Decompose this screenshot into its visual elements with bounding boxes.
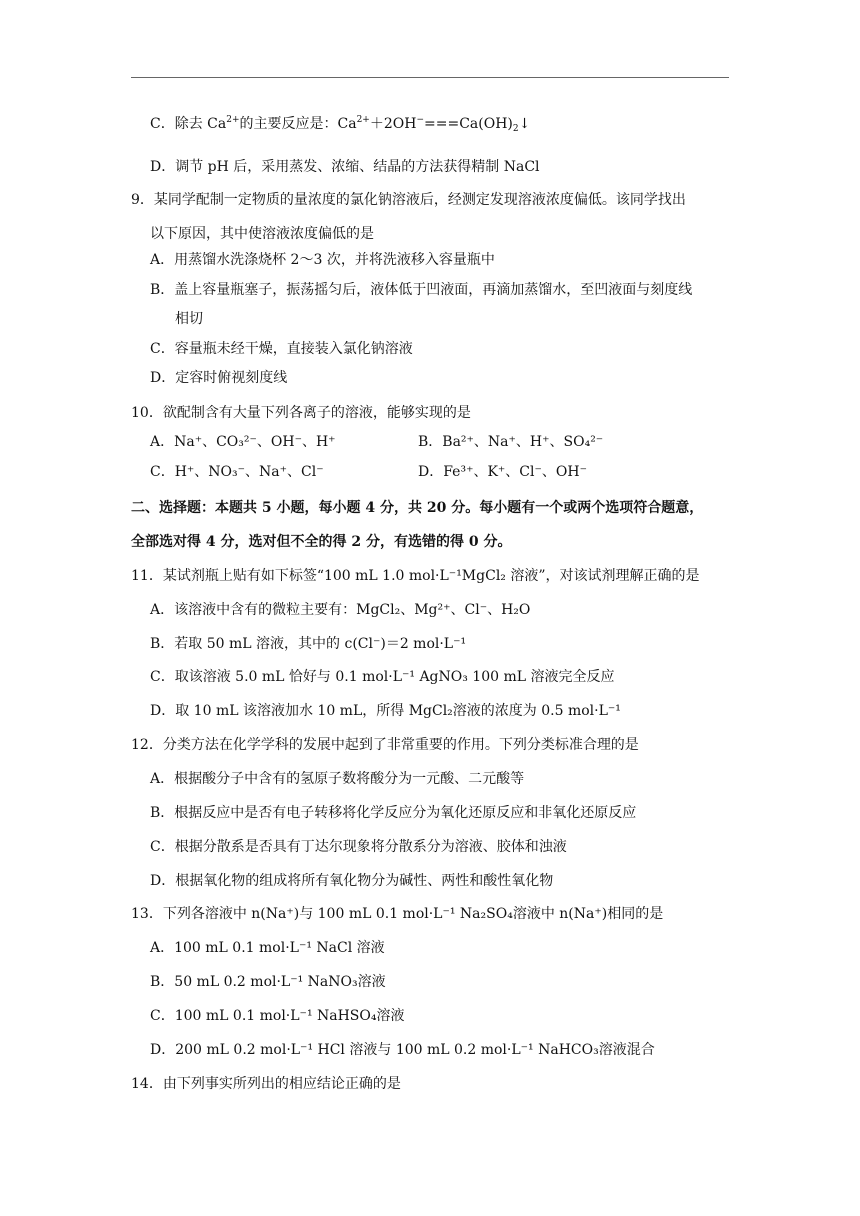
q9-stem-line2: 以下原因，其中使溶液浓度偏低的是 [150, 226, 374, 242]
q11-option-d: D．取 10 mL 该溶液加水 10 mL，所得 MgCl₂溶液的浓度为 0.5 mol·L⁻¹ [150, 703, 621, 719]
q9-option-a: A．用蒸馏水洗涤烧杯 2～3 次，并将洗液移入容量瓶中 [150, 252, 495, 268]
q10-option-c: C．H⁺、NO₃⁻、Na⁺、Cl⁻ [150, 464, 324, 480]
q11-stem: 11．某试剂瓶上贴有如下标签“100 mL 1.0 mol·L⁻¹MgCl₂ 溶液”，对该试剂理解正确的是 [131, 568, 700, 584]
header-rule [131, 77, 729, 78]
q12-option-a: A．根据酸分子中含有的氢原子数将酸分为一元酸、二元酸等 [150, 771, 525, 787]
q13-stem: 13．下列各溶液中 n(Na⁺)与 100 mL 0.1 mol·L⁻¹ Na₂SO₄溶液中 n(Na⁺)相同的是 [131, 906, 664, 922]
q9-option-b-line1: B．盖上容量瓶塞子，振荡摇匀后，液体低于凹液面，再滴加蒸馏水，至凹液面与刻度线 [150, 282, 693, 298]
q10-option-a: A．Na⁺、CO₃²⁻、OH⁻、H⁺ [150, 434, 336, 450]
q10-option-b: B．Ba²⁺、Na⁺、H⁺、SO₄²⁻ [418, 434, 604, 450]
q13-option-b: B．50 mL 0.2 mol·L⁻¹ NaNO₃溶液 [150, 974, 386, 990]
q8-option-d: D．调节 pH 后，采用蒸发、浓缩、结晶的方法获得精制 NaCl [150, 159, 540, 175]
q9-option-c: C．容量瓶未经干燥，直接装入氯化钠溶液 [150, 341, 413, 357]
q13-option-d: D．200 mL 0.2 mol·L⁻¹ HCl 溶液与 100 mL 0.2 mol·L⁻¹ NaHCO₃溶液混合 [150, 1042, 655, 1058]
q12-option-d: D．根据氧化物的组成将所有氧化物分为碱性、两性和酸性氧化物 [150, 873, 554, 889]
section2-heading-line1: 二、选择题：本题共 5 小题，每小题 4 分，共 20 分。每小题有一个或两个选项符合题意， [131, 500, 704, 516]
section2-heading-line2: 全部选对得 4 分，选对但不全的得 2 分，有选错的得 0 分。 [131, 534, 512, 550]
q9-option-d: D．定容时俯视刻度线 [150, 370, 288, 386]
q13-option-c: C．100 mL 0.1 mol·L⁻¹ NaHSO₄溶液 [150, 1008, 405, 1024]
q12-option-b: B．根据反应中是否有电子转移将化学反应分为氧化还原反应和非氧化还原反应 [150, 805, 637, 821]
q9-option-b-line2: 相切 [175, 311, 203, 327]
q14-stem: 14．由下列事实所列出的相应结论正确的是 [131, 1076, 401, 1092]
q8-option-c: C．除去 $Ca^{2+}$的主要反应是：$Ca^{2+}+2OH^-===Ca(OH)_2↓$ [150, 115, 531, 134]
q12-stem: 12．分类方法在化学学科的发展中起到了非常重要的作用。下列分类标准合理的是 [131, 737, 639, 753]
q11-option-a: A．该溶液中含有的微粒主要有：MgCl₂、Mg²⁺、Cl⁻、H₂O [150, 602, 531, 618]
q9-stem-line1: 9．某同学配制一定物质的量浓度的氯化钠溶液后，经测定发现溶液浓度偏低。该同学找出 [131, 192, 686, 208]
q12-option-c: C．根据分散系是否具有丁达尔现象将分散系分为溶液、胶体和浊液 [150, 839, 567, 855]
q11-option-c: C．取该溶液 5.0 mL 恰好与 0.1 mol·L⁻¹ AgNO₃ 100 mL 溶液完全反应 [150, 669, 615, 685]
q13-option-a: A．100 mL 0.1 mol·L⁻¹ NaCl 溶液 [150, 940, 385, 956]
q10-option-d: D．Fe³⁺、K⁺、Cl⁻、OH⁻ [418, 464, 587, 480]
q11-option-b: B．若取 50 mL 溶液，其中的 c(Cl⁻)＝2 mol·L⁻¹ [150, 636, 467, 652]
q10-stem: 10．欲配制含有大量下列各离子的溶液，能够实现的是 [131, 405, 471, 421]
